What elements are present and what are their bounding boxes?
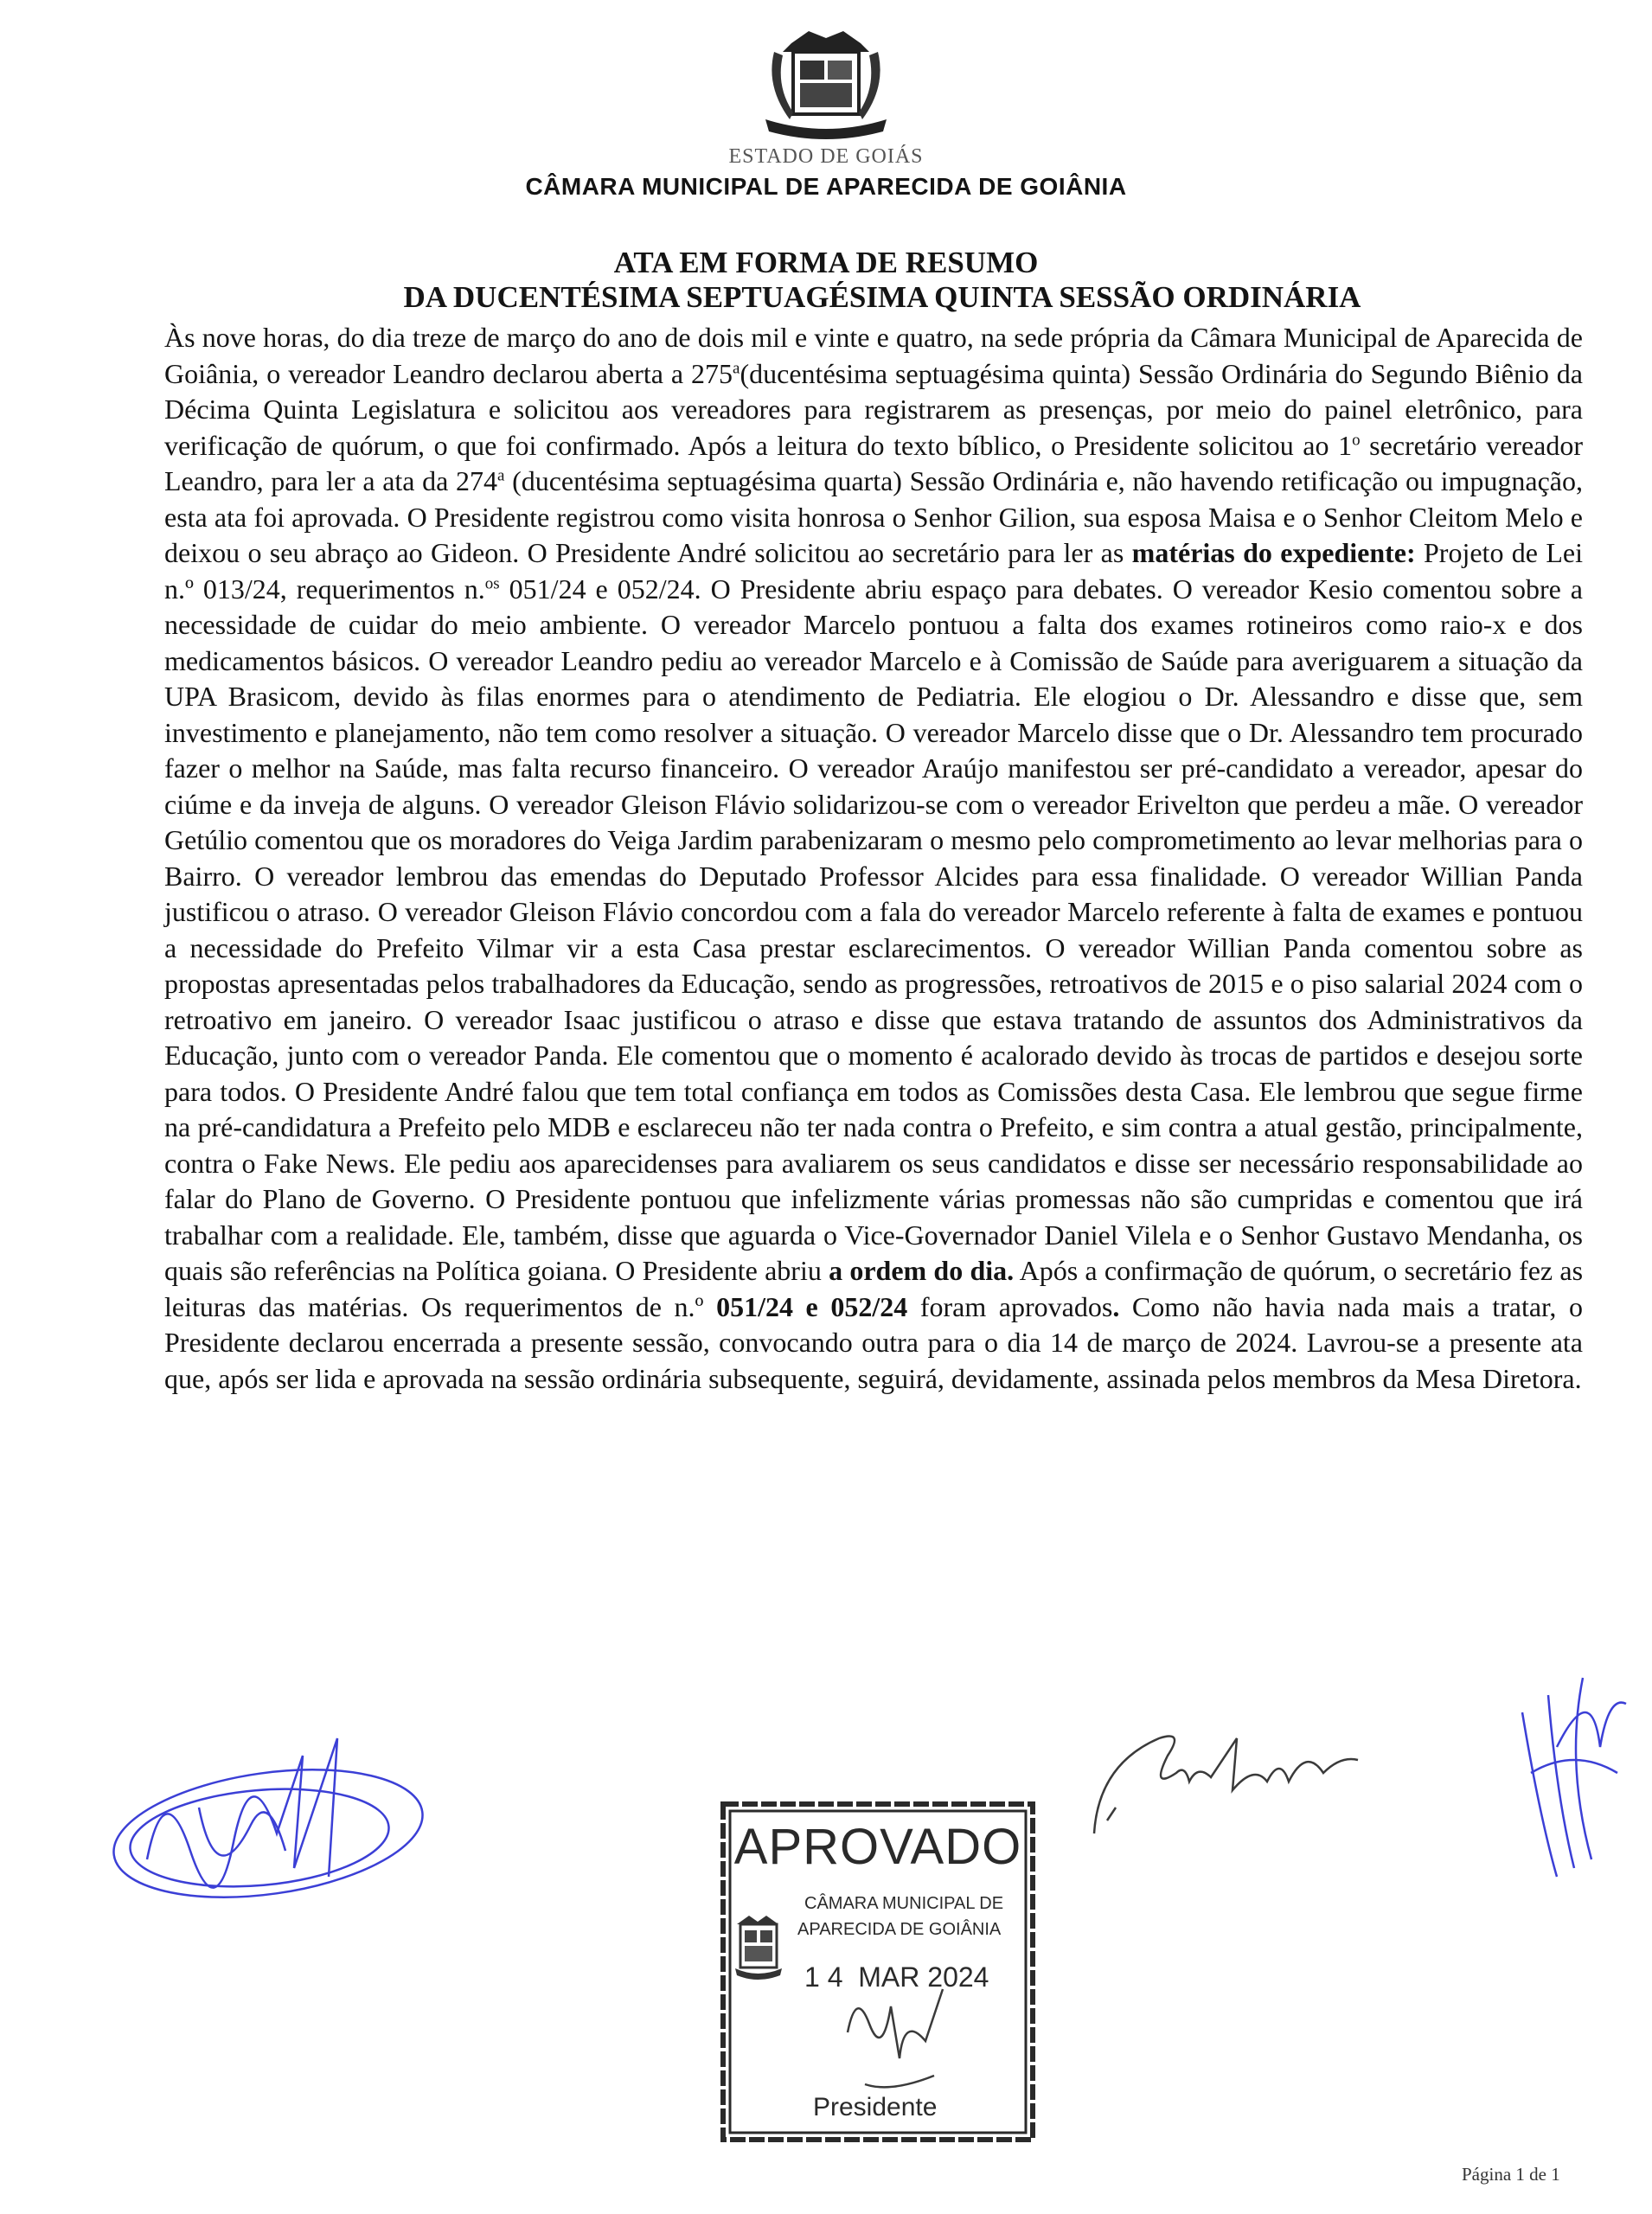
stamp-line1: CÂMARA MUNICIPAL DE xyxy=(804,1894,1004,1913)
state-name: ESTADO DE GOIÁS xyxy=(728,145,924,168)
stamp-date: 1 4 MAR 2024 xyxy=(804,1961,989,1993)
stamp-title: APROVADO xyxy=(733,1819,1022,1875)
page-number: Página 1 de 1 xyxy=(1462,2164,1560,2185)
stamp-role: Presidente xyxy=(813,2093,938,2121)
stamp-line2: APARECIDA DE GOIÂNIA xyxy=(797,1920,1002,1939)
signature-left xyxy=(95,1721,441,1946)
chamber-name: CÂMARA MUNICIPAL DE APARECIDA DE GOIÂNIA xyxy=(525,173,1127,200)
coat-of-arms-icon xyxy=(740,26,912,147)
approval-stamp xyxy=(718,1799,1038,2145)
signature-right xyxy=(1505,1643,1635,1894)
small-coat-of-arms-icon xyxy=(735,1916,782,1980)
document-title: ATA EM FORMA DE RESUMO xyxy=(613,246,1039,279)
document-subtitle: DA DUCENTÉSIMA SEPTUAGÉSIMA QUINTA SESSÃO ORDINÁRIA xyxy=(403,280,1361,314)
signature-center xyxy=(1081,1712,1427,1842)
minutes-body: Às nove horas, do dia treze de março do ano de dois mil e vinte e quatro, na sede própria da Câmara Municipal de Aparecida de Goiânia, o vereador Leandro declarou aberta a 275$^a$(ducentésima septuagésima quinta) Sessão Ordinária do Segundo Biênio da Décima Quinta Legislatura e solicitou aos vereadores para registrarem as presenças, por meio do painel eletrônico, para verificação de quórum, o que foi confirmado. Após a leitura do texto bíblico, o Presidente solicitou ao 1$^o$ secretário vereador Leandro, para ler a ata da 274$^a$ (ducentésima septuagésima quarta) Sessão Ordinária e, não havendo retificação ou impugnação, esta ata foi aprovada. O Presidente registrou como visita honrosa o Senhor Gilion, sua esposa Maisa e o Senhor Cleitom Melo e deixou o seu abraço ao Gideon. O Presidente André solicitou ao secretário para ler as matérias do expediente: Projeto de Lei n.º 013/24, requerimentos n.$^{os}$ 051/24 e 052/24. O Presidente abriu espaço para debates. O vereador Kesio comentou sobre a necessidade de cuidar do meio ambiente. O vereador Marcelo pontuou a falta dos exames rotineiros como raio-x e dos medicamentos básicos. O vereador Leandro pediu ao vereador Marcelo e à Comissão de Saúde para averiguarem a situação da UPA Brasicom, devido às filas enormes para o atendimento de Pediatria. Ele elogiou o Dr. Alessandro e disse que, sem investimento e planejamento, não tem como resolver a situação. O vereador Marcelo disse que o Dr. Alessandro tem procurado fazer o melhor na Saúde, mas falta recurso financeiro. O vereador Araújo manifestou ser pré-candidato a vereador, apesar do ciúme e da inveja de alguns. O vereador Gleison Flávio solidarizou-se com o vereador Erivelton que perdeu a mãe. O vereador Getúlio comentou que os moradores do Veiga Jardim parabenizaram o mesmo pelo comprometimento ao levar melhorias para o Bairro. O vereador lembrou das emendas do Deputado Professor Alcides para essa finalidade. O vereador Willian Panda justificou o atraso. O vereador Gleison Flávio concordou com a fala do vereador Marcelo referente à falta de exames e pontuou a necessidade do Prefeito Vilmar vir a esta Casa prestar esclarecimentos. O vereador Willian Panda comentou sobre as propostas apresentadas pelos trabalhadores da Educação, sendo as progressões, retroativos de 2015 e o piso salarial 2024 com o retroativo em janeiro. O vereador Isaac justificou o atraso e disse que estava tratando de assuntos dos Administrativos da Educação, junto com o vereador Panda. Ele comentou que o momento é acalorado devido às trocas de partidos e desejou sorte para todos. O Presidente André falou que tem total confiança em todos as Comissões desta Casa. Ele lembrou que segue firme na pré-candidatura a Prefeito pelo MDB e esclareceu não ter nada contra o Prefeito, e sim contra a atual gestão, principalmente, contra o Fake News. Ele pediu aos aparecidenses para avaliarem os seus candidatos e disse ser necessário responsabilidade ao falar do Plano de Governo. O Presidente pontuou que infelizmente várias promessas não são cumpridas e comentou que irá trabalhar com a realidade. Ele, também, disse que aguarda o Vice-Governador Daniel Vilela e o Senhor Gustavo Mendanha, os quais são referências na Política goiana. O Presidente abriu a ordem do dia. Após a confirmação de quórum, o secretário fez as leituras das matérias. Os requerimentos de n.º 051/24 e 052/24 foram aprovados. Como não havia nada mais a tratar, o Presidente declarou encerrada a presente sessão, convocando outra para o dia 14 de março de 2024. Lavrou-se a presente ata que, após ser lida e aprovada na sessão ordinária subsequente, seguirá, devidamente, assinada pelos membros da Mesa Diretora. xyxy=(164,322,1584,1394)
